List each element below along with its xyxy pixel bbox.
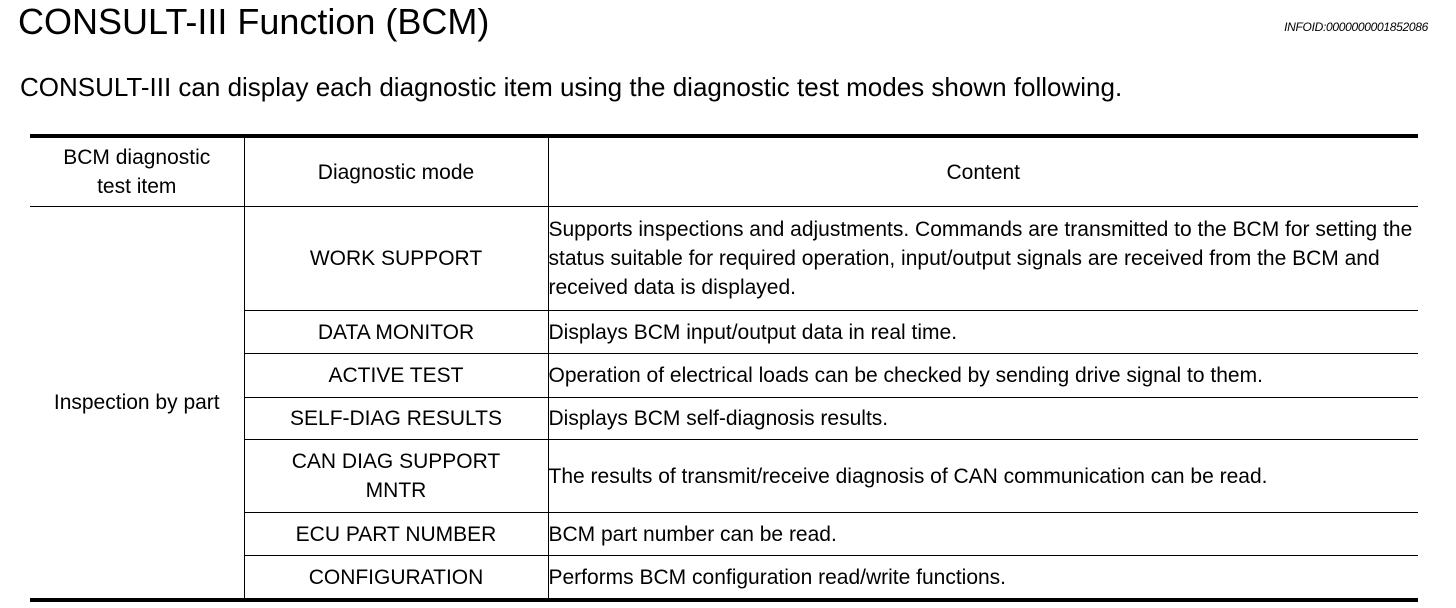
page-title: CONSULT-III Function (BCM)	[18, 1, 490, 42]
mode-cell: DATA MONITOR	[244, 311, 548, 354]
content-cell: Performs BCM configuration read/write functions.	[548, 556, 1418, 601]
mode-cell: ACTIVE TEST	[244, 354, 548, 398]
header-test-item-line2: test item	[97, 175, 177, 198]
mode-cell: SELF-DIAG RESULTS	[244, 398, 548, 440]
mode-cell	[244, 440, 548, 513]
content-cell: The results of transmit/receive diagnosis of CAN communication can be read.	[548, 440, 1418, 513]
test-item-cell: Inspection by part	[53, 391, 220, 414]
mode-cell: WORK SUPPORT	[244, 207, 548, 311]
mode-cell: CONFIGURATION	[244, 556, 548, 601]
content-cell: Supports inspections and adjustments. Commands are transmitted to the BCM for setting the status suitable for required operation, input/output signals are received from the BCM and received data is displayed.	[548, 207, 1418, 311]
content-cell: Operation of electrical loads can be checked by sending drive signal to them.	[548, 354, 1418, 398]
header-test-item	[30, 136, 244, 207]
header-content: Content	[548, 136, 1418, 207]
content-cell: Displays BCM input/output data in real time.	[548, 311, 1418, 354]
mode-cell: ECU PART NUMBER	[244, 513, 548, 556]
content-cell: BCM part number can be read.	[548, 513, 1418, 556]
diagnostic-mode-table	[30, 134, 1418, 602]
info-id: INFOID:0000000001852086	[1284, 20, 1428, 34]
table-header-row	[30, 136, 1418, 207]
mode-cell-line1: CAN DIAG SUPPORT	[291, 450, 501, 473]
header-test-item-line1: BCM diagnostic	[63, 146, 211, 169]
content-cell: Displays BCM self-diagnosis results.	[548, 398, 1418, 440]
intro-text: CONSULT-III can display each diagnostic item using the diagnostic test modes shown following.	[20, 72, 1123, 102]
header-diagnostic-mode: Diagnostic mode	[244, 136, 548, 207]
table-row	[30, 207, 1418, 311]
mode-cell-line2: MNTR	[365, 479, 427, 502]
